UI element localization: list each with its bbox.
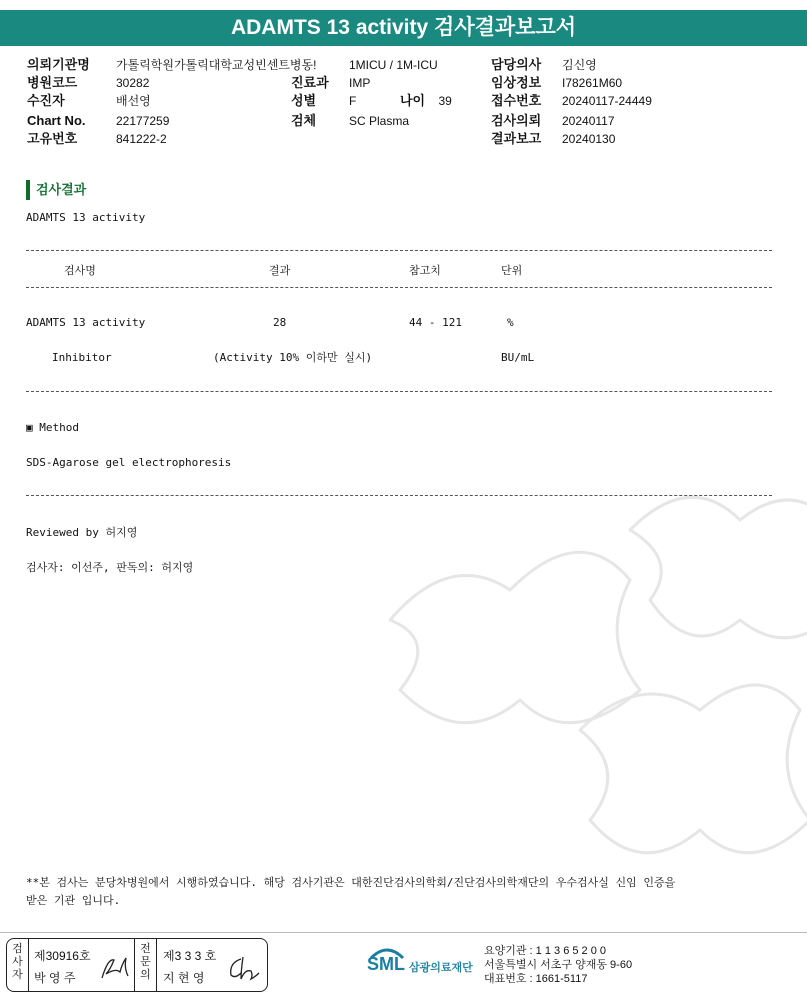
dept: IMP	[349, 76, 371, 90]
doctor-label: 담당의사	[491, 57, 542, 72]
sig2-name: 지 현 영	[163, 971, 205, 985]
sig1-vertical-label	[7, 939, 29, 991]
age-label: 나이	[400, 93, 426, 108]
info-column-right-values	[562, 57, 652, 147]
specimen-label: 검체	[291, 113, 317, 128]
hospital-code-label: 병원코드	[27, 75, 78, 90]
chart-label: Chart No.	[27, 113, 86, 128]
doctor: 김신영	[562, 58, 597, 72]
divider	[26, 391, 772, 392]
sig1-number: 제30916호	[34, 949, 91, 963]
hospital-code: 30282	[116, 76, 150, 90]
signature-box	[6, 938, 268, 992]
receipt-label: 접수번호	[491, 93, 542, 108]
column-header-unit: 단위	[501, 264, 523, 277]
divider	[26, 250, 772, 251]
ward: 1MICU / 1M-ICU	[349, 58, 438, 72]
age: 39	[438, 94, 452, 108]
receipt-number: 20240117-24449	[562, 94, 652, 108]
section-title: 검사결과	[26, 180, 86, 200]
report-date: 20240130	[562, 132, 616, 146]
info-column-right	[491, 57, 541, 147]
sig1-name: 박 영 주	[34, 971, 76, 985]
row-reference: 44 - 121	[409, 316, 462, 329]
info-column-middle	[291, 57, 329, 129]
certification-note	[26, 874, 776, 910]
org-name: 삼광의료재단	[409, 962, 473, 974]
column-header-name: 검사명	[64, 264, 96, 277]
sig1-vertical-text: 검사자	[12, 943, 23, 981]
sig2-number: 제3 3 3 호	[163, 949, 217, 963]
referring-org-label: 의뢰기관명	[27, 57, 90, 72]
info-column-left-values	[116, 57, 316, 147]
test-name: ADAMTS 13 activity	[26, 211, 146, 224]
dept-label: 진료과	[291, 75, 329, 90]
org-street: 서울특별시 서초구 양재동 9-60	[484, 959, 633, 971]
specimen: SC Plasma	[349, 114, 410, 128]
row-result: 28	[273, 316, 287, 329]
unique-number: 841222-2	[116, 132, 167, 146]
org-logo: SML	[367, 954, 405, 974]
sig2-vertical-text: 전문의	[140, 943, 151, 981]
request-label: 검사의뢰	[491, 113, 542, 128]
signature-icon	[99, 953, 131, 983]
sig2-vertical-label	[135, 939, 157, 991]
row-unit: %	[507, 316, 514, 329]
row-name: Inhibitor	[52, 351, 112, 364]
sex: F	[349, 94, 357, 108]
patient-name: 배선영	[116, 94, 151, 108]
report-label: 결과보고	[491, 131, 542, 146]
examiners: 검사자: 이선주, 판독의: 허지영	[26, 561, 194, 574]
report-title: ADAMTS 13 activity 검사결과보고서	[0, 10, 807, 46]
org-address	[484, 944, 632, 986]
patient-label: 수진자	[27, 93, 65, 108]
unique-label: 고유번호	[27, 131, 78, 146]
clinical-info: I78261M60	[562, 76, 623, 90]
row-name: ADAMTS 13 activity	[26, 316, 146, 329]
referring-org: 가톨릭학원가톨릭대학교성빈센트병동!	[116, 58, 317, 72]
method-label: ▣ Method	[26, 421, 79, 434]
note-line: 받은 기관 입니다.	[26, 894, 121, 907]
divider	[26, 495, 772, 496]
org-code: 요양기관 : 1 1 3 6 5 2 0 0	[484, 945, 607, 957]
request-date: 20240117	[562, 114, 615, 128]
footer-divider	[0, 932, 807, 933]
reviewed-by: Reviewed by 허지영	[26, 526, 138, 539]
column-header-reference: 참고치	[409, 264, 441, 277]
org-phone: 대표번호 : 1661-5117	[484, 973, 588, 985]
sex-label: 성별	[291, 93, 317, 108]
clinical-label: 임상정보	[491, 75, 542, 90]
method: SDS-Agarose gel electrophoresis	[26, 456, 232, 469]
divider	[26, 287, 772, 288]
info-column-left	[27, 57, 90, 147]
row-unit: BU/mL	[501, 351, 535, 364]
cross-watermark-icon	[330, 470, 807, 920]
column-header-result: 결과	[269, 264, 291, 277]
age-block	[400, 93, 452, 109]
chart-number: 22177259	[116, 114, 170, 128]
row-result: (Activity 10% 이하만 실시)	[213, 351, 373, 364]
signature-icon	[227, 953, 263, 983]
note-line: **본 검사는 분당차병원에서 시행하였습니다. 해당 검사기관은 대한진단검사의학회/진단검사의학재단의 우수검사실 신임 인증을	[26, 876, 676, 889]
